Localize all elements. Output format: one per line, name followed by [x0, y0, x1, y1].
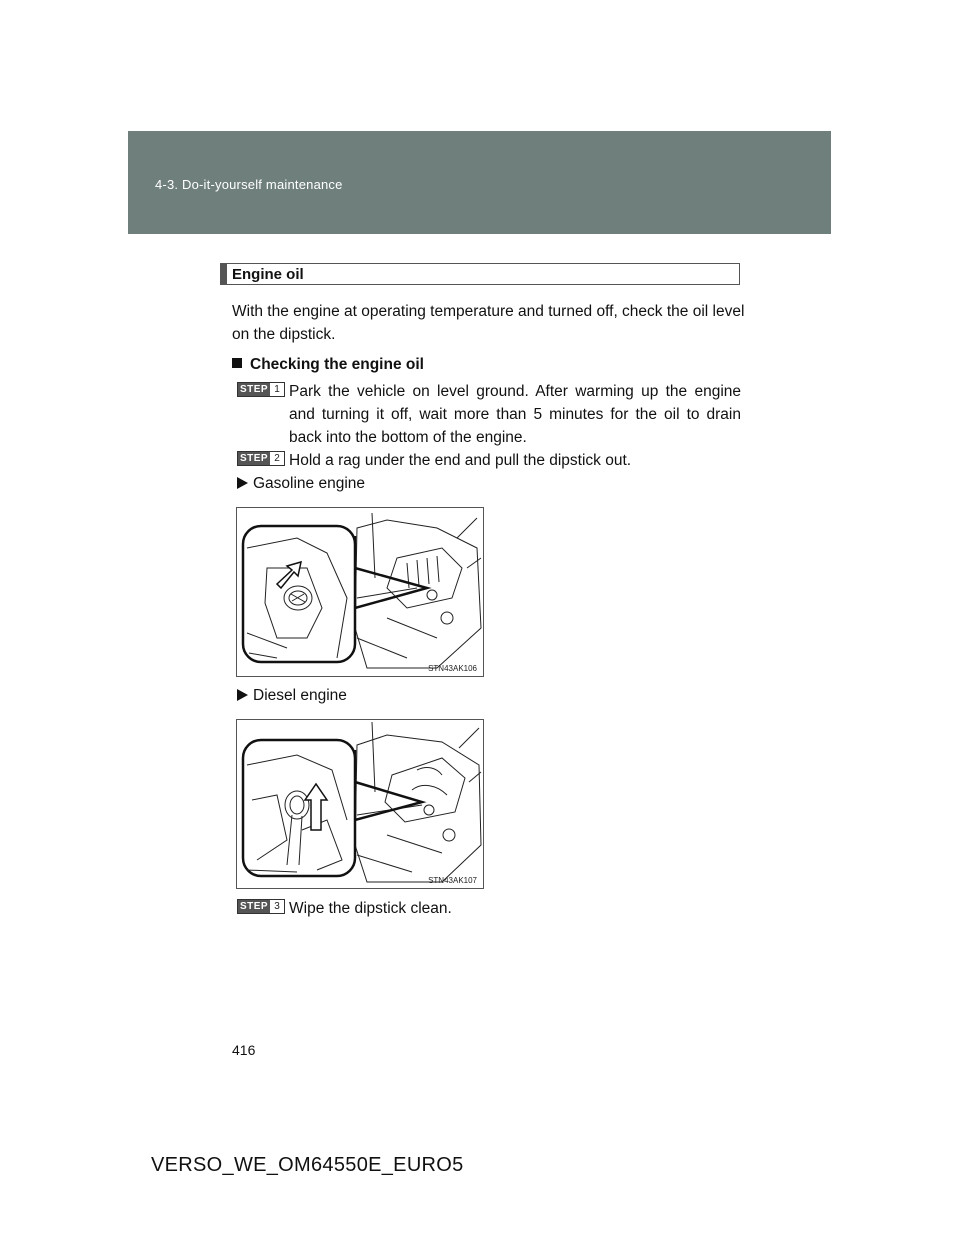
- document-code: VERSO_WE_OM64550E_EURO5: [151, 1154, 464, 1176]
- step-label: STEP: [239, 901, 269, 912]
- step-1-badge: [237, 382, 285, 397]
- chapter-section-title: 4-3. Do-it-yourself maintenance: [155, 177, 343, 192]
- step-3-badge: [237, 899, 285, 914]
- step-2-text: Hold a rag under the end and pull the dipstick out.: [289, 452, 632, 469]
- section-title: Engine oil: [232, 266, 304, 283]
- triangle-bullet-icon: [237, 477, 248, 489]
- step-3-text: Wipe the dipstick clean.: [289, 900, 452, 917]
- page-number: 416: [232, 1042, 256, 1058]
- variant-diesel: [237, 687, 347, 705]
- variant-gasoline: [237, 475, 365, 493]
- section-heading-marker: [221, 264, 227, 284]
- step-number: 1: [274, 384, 280, 395]
- diesel-engine-figure: [236, 719, 484, 889]
- step-2-badge: [237, 451, 285, 466]
- step-1-text: Park the vehicle on level ground. After warming up the engine and turning it off, wait more than 5 minutes for the oil to drain back into the bottom of the engine.: [289, 383, 741, 446]
- engine-illustration-icon: [237, 508, 483, 676]
- step-number: 2: [274, 453, 280, 464]
- triangle-bullet-icon: [237, 689, 248, 701]
- subheading: [232, 356, 424, 374]
- intro-paragraph: With the engine at operating temperature and turned off, check the oil level on the dipstick.: [232, 303, 745, 343]
- figure-code: STN43AK106: [428, 664, 477, 673]
- chapter-header-band: [128, 131, 831, 234]
- section-heading-box: [220, 263, 740, 285]
- step-label: STEP: [239, 453, 269, 464]
- step-label: STEP: [239, 384, 269, 395]
- step-number: 3: [274, 901, 280, 912]
- figure-code: STN43AK107: [428, 876, 477, 885]
- subheading-text: Checking the engine oil: [250, 356, 424, 373]
- square-bullet-icon: [232, 358, 242, 368]
- gasoline-engine-figure: [236, 507, 484, 677]
- variant-label: Diesel engine: [253, 687, 347, 704]
- variant-label: Gasoline engine: [253, 475, 366, 492]
- engine-illustration-icon: [237, 720, 483, 888]
